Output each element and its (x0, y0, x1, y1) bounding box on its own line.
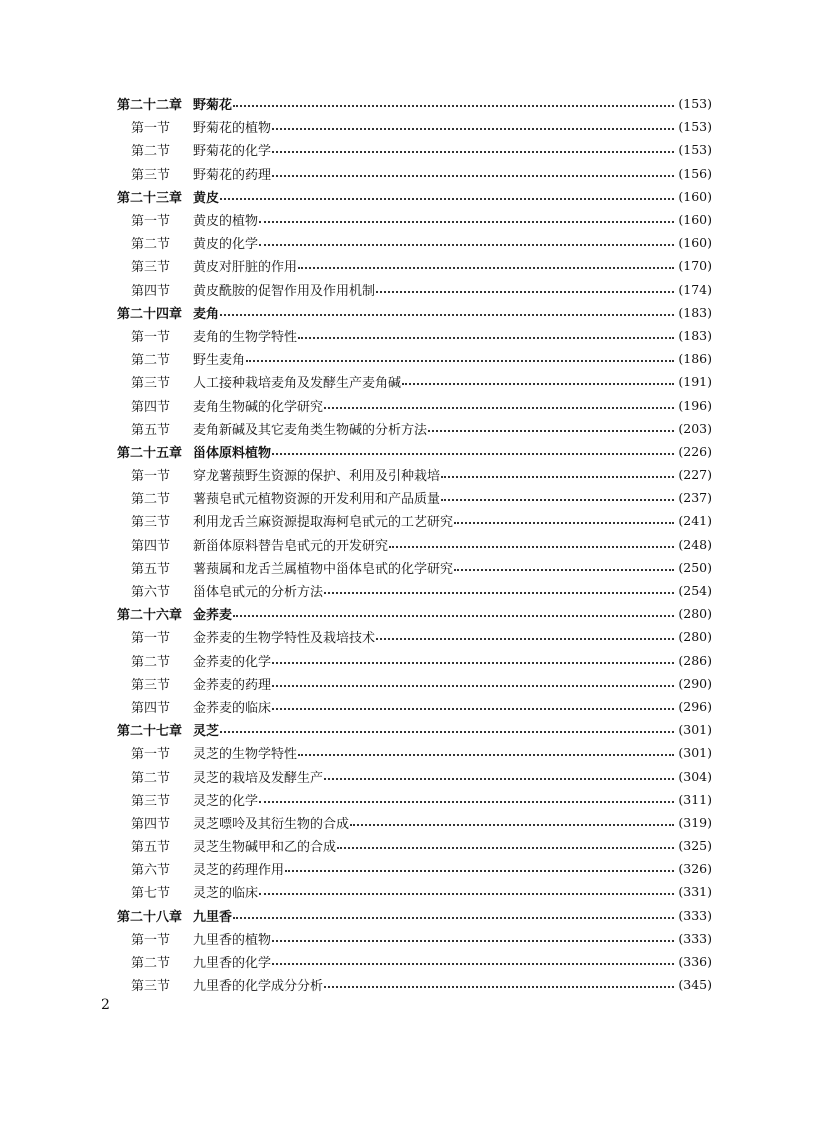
toc-section-entry (117, 231, 712, 254)
entry-page: (183) (678, 327, 712, 343)
entry-title: 穿龙薯蓣野生资源的保护、利用及引种栽培 (193, 469, 441, 485)
leader-dots (428, 422, 674, 435)
entry-number: 第一节 (131, 329, 171, 345)
entry-title: 麦角新碱及其它麦角类生物碱的分析方法 (193, 422, 428, 438)
toc-section-entry (117, 927, 712, 950)
entry-page: (325) (678, 838, 712, 854)
entry-title: 黄皮的化学 (193, 237, 259, 253)
entry-page: (290) (678, 675, 712, 691)
entry-page: (160) (678, 212, 712, 228)
entry-title: 野生麦角 (193, 353, 246, 369)
entry-page: (301) (678, 745, 712, 761)
entry-page: (160) (678, 235, 712, 251)
entry-number: 第六节 (131, 863, 171, 879)
entry-number: 第二十八章 (117, 909, 183, 925)
entry-title: 九里香的植物 (193, 932, 272, 948)
entry-title: 金荞麦的生物学特性及栽培技术 (193, 631, 376, 647)
entry-number: 第三节 (131, 979, 171, 995)
toc-section-entry (117, 509, 712, 532)
leader-dots (350, 816, 674, 829)
toc-chapter-entry (117, 301, 712, 324)
leader-dots (441, 491, 674, 504)
entry-page: (237) (678, 490, 712, 506)
entry-page: (183) (678, 304, 712, 320)
entry-page: (336) (678, 954, 712, 970)
entry-number: 第三节 (131, 260, 171, 276)
leader-dots (376, 630, 674, 643)
entry-number: 第三节 (131, 167, 171, 183)
toc-section-entry (117, 417, 712, 440)
entry-number: 第二节 (131, 492, 171, 508)
entry-number: 第二节 (131, 956, 171, 972)
entry-page: (326) (678, 861, 712, 877)
toc-chapter-entry (117, 718, 712, 741)
entry-page: (333) (678, 907, 712, 923)
entry-number: 第二十五章 (117, 445, 183, 461)
toc-section-entry (117, 115, 712, 138)
entry-page: (186) (678, 351, 712, 367)
entry-number: 第一节 (131, 214, 171, 230)
toc-section-entry (117, 533, 712, 556)
toc-chapter-entry (117, 904, 712, 927)
toc-section-entry (117, 625, 712, 648)
leader-dots (220, 190, 674, 203)
entry-number: 第一节 (131, 631, 171, 647)
leader-dots (285, 862, 674, 875)
toc-section-entry (117, 208, 712, 231)
toc-section-entry (117, 950, 712, 973)
entry-number: 第二十六章 (117, 608, 183, 624)
entry-page: (254) (678, 583, 712, 599)
entry-title: 人工接种栽培麦角及发酵生产麦角碱 (193, 376, 402, 392)
entry-number: 第五节 (131, 561, 171, 577)
entry-page: (203) (678, 420, 712, 436)
entry-number: 第六节 (131, 585, 171, 601)
entry-title: 灵芝的临床 (193, 886, 259, 902)
toc-section-entry (117, 254, 712, 277)
entry-title: 麦角生物碱的化学研究 (193, 399, 324, 415)
toc-section-entry (117, 695, 712, 718)
table-of-contents (117, 92, 712, 996)
leader-dots (259, 885, 674, 898)
entry-title: 薯蓣属和龙舌兰属植物中甾体皂甙的化学研究 (193, 561, 454, 577)
entry-number: 第二节 (131, 770, 171, 786)
entry-number: 第二十七章 (117, 724, 183, 740)
entry-page: (296) (678, 698, 712, 714)
leader-dots (376, 283, 674, 296)
entry-page: (227) (678, 467, 712, 483)
toc-chapter-entry (117, 185, 712, 208)
entry-page: (319) (678, 814, 712, 830)
leader-dots (272, 120, 674, 133)
leader-dots (272, 700, 674, 713)
entry-title: 黄皮酰胺的促智作用及作用机制 (193, 283, 376, 299)
leader-dots (324, 399, 674, 412)
leader-dots (233, 607, 674, 620)
entry-page: (196) (678, 397, 712, 413)
entry-title: 薯蓣皂甙元植物资源的开发利用和产品质量 (193, 492, 441, 508)
toc-chapter-entry (117, 92, 712, 115)
leader-dots (272, 677, 674, 690)
entry-title: 麦角的生物学特性 (193, 329, 298, 345)
leader-dots (259, 213, 674, 226)
entry-page: (241) (678, 513, 712, 529)
leader-dots (233, 97, 674, 110)
leader-dots (272, 932, 674, 945)
leader-dots (298, 746, 674, 759)
leader-dots (324, 978, 674, 991)
toc-section-entry (117, 370, 712, 393)
entry-title: 金荞麦的临床 (193, 700, 272, 716)
page-number: 2 (101, 997, 110, 1013)
entry-number: 第四节 (131, 399, 171, 415)
toc-section-entry (117, 880, 712, 903)
entry-page: (304) (678, 768, 712, 784)
entry-number: 第二节 (131, 654, 171, 670)
entry-number: 第一节 (131, 121, 171, 137)
toc-section-entry (117, 788, 712, 811)
entry-title: 麦角 (193, 306, 220, 322)
entry-page: (286) (678, 652, 712, 668)
toc-section-entry (117, 579, 712, 602)
entry-number: 第四节 (131, 700, 171, 716)
entry-number: 第一节 (131, 932, 171, 948)
entry-page: (170) (678, 258, 712, 274)
entry-number: 第四节 (131, 283, 171, 299)
entry-title: 甾体原料植物 (193, 445, 272, 461)
entry-number: 第二十三章 (117, 190, 183, 206)
leader-dots (272, 955, 674, 968)
entry-page: (248) (678, 536, 712, 552)
entry-number: 第四节 (131, 816, 171, 832)
entry-page: (153) (678, 142, 712, 158)
toc-section-entry (117, 556, 712, 579)
toc-section-entry (117, 857, 712, 880)
entry-title: 黄皮 (193, 190, 220, 206)
entry-number: 第一节 (131, 469, 171, 485)
toc-chapter-entry (117, 440, 712, 463)
entry-number: 第七节 (131, 886, 171, 902)
leader-dots (324, 584, 674, 597)
leader-dots (272, 167, 674, 180)
entry-title: 新甾体原料替告皂甙元的开发研究 (193, 538, 389, 554)
entry-page: (160) (678, 188, 712, 204)
entry-page: (153) (678, 119, 712, 135)
toc-section-entry (117, 347, 712, 370)
leader-dots (272, 654, 674, 667)
entry-number: 第五节 (131, 840, 171, 856)
leader-dots (298, 329, 674, 342)
entry-number: 第三节 (131, 376, 171, 392)
entry-title: 灵芝的栽培及发酵生产 (193, 770, 324, 786)
leader-dots (454, 514, 674, 527)
toc-section-entry (117, 672, 712, 695)
toc-section-entry (117, 162, 712, 185)
leader-dots (220, 723, 674, 736)
entry-page: (331) (678, 884, 712, 900)
entry-number: 第二十四章 (117, 306, 183, 322)
toc-section-entry (117, 278, 712, 301)
entry-number: 第三节 (131, 677, 171, 693)
entry-title: 金荞麦的药理 (193, 677, 272, 693)
entry-number: 第三节 (131, 515, 171, 531)
leader-dots (246, 352, 674, 365)
entry-page: (174) (678, 281, 712, 297)
entry-page: (191) (678, 374, 712, 390)
entry-page: (311) (678, 791, 712, 807)
toc-section-entry (117, 486, 712, 509)
entry-page: (301) (678, 722, 712, 738)
entry-page: (156) (678, 165, 712, 181)
toc-section-entry (117, 393, 712, 416)
entry-title: 野菊花 (193, 98, 233, 114)
entry-title: 灵芝生物碱甲和乙的合成 (193, 840, 337, 856)
entry-number: 第一节 (131, 747, 171, 763)
leader-dots (324, 770, 674, 783)
entry-number: 第二十二章 (117, 98, 183, 114)
toc-section-entry (117, 764, 712, 787)
entry-title: 黄皮对肝脏的作用 (193, 260, 298, 276)
toc-section-entry (117, 463, 712, 486)
entry-page: (345) (678, 977, 712, 993)
leader-dots (259, 793, 674, 806)
toc-section-entry (117, 834, 712, 857)
toc-section-entry (117, 973, 712, 996)
entry-title: 九里香 (193, 909, 233, 925)
entry-number: 第二节 (131, 237, 171, 253)
entry-title: 灵芝嘌呤及其衍生物的合成 (193, 816, 350, 832)
entry-title: 利用龙舌兰麻资源提取海柯皂甙元的工艺研究 (193, 515, 454, 531)
entry-title: 金荞麦的化学 (193, 654, 272, 670)
entry-number: 第二节 (131, 144, 171, 160)
toc-section-entry (117, 741, 712, 764)
leader-dots (220, 306, 674, 319)
leader-dots (389, 538, 674, 551)
entry-title: 灵芝的药理作用 (193, 863, 285, 879)
entry-title: 金荞麦 (193, 608, 233, 624)
entry-page: (333) (678, 930, 712, 946)
toc-section-entry (117, 138, 712, 161)
leader-dots (441, 468, 674, 481)
toc-section-entry (117, 649, 712, 672)
leader-dots (233, 909, 674, 922)
leader-dots (402, 375, 674, 388)
entry-page: (280) (678, 629, 712, 645)
entry-title: 灵芝的化学 (193, 793, 259, 809)
entry-page: (226) (678, 443, 712, 459)
entry-number: 第二节 (131, 353, 171, 369)
leader-dots (337, 839, 674, 852)
entry-page: (250) (678, 559, 712, 575)
entry-number: 第三节 (131, 793, 171, 809)
entry-title: 野菊花的药理 (193, 167, 272, 183)
entry-title: 黄皮的植物 (193, 214, 259, 230)
entry-title: 灵芝 (193, 724, 220, 740)
entry-title: 甾体皂甙元的分析方法 (193, 585, 324, 601)
entry-page: (153) (678, 96, 712, 112)
leader-dots (272, 143, 674, 156)
leader-dots (272, 445, 674, 458)
leader-dots (454, 561, 674, 574)
entry-title: 九里香的化学 (193, 956, 272, 972)
toc-section-entry (117, 811, 712, 834)
toc-section-entry (117, 324, 712, 347)
leader-dots (259, 236, 674, 249)
entry-number: 第四节 (131, 538, 171, 554)
entry-title: 灵芝的生物学特性 (193, 747, 298, 763)
entry-title: 九里香的化学成分分析 (193, 979, 324, 995)
entry-title: 野菊花的化学 (193, 144, 272, 160)
toc-chapter-entry (117, 602, 712, 625)
leader-dots (298, 259, 674, 272)
entry-page: (280) (678, 606, 712, 622)
entry-number: 第五节 (131, 422, 171, 438)
entry-title: 野菊花的植物 (193, 121, 272, 137)
